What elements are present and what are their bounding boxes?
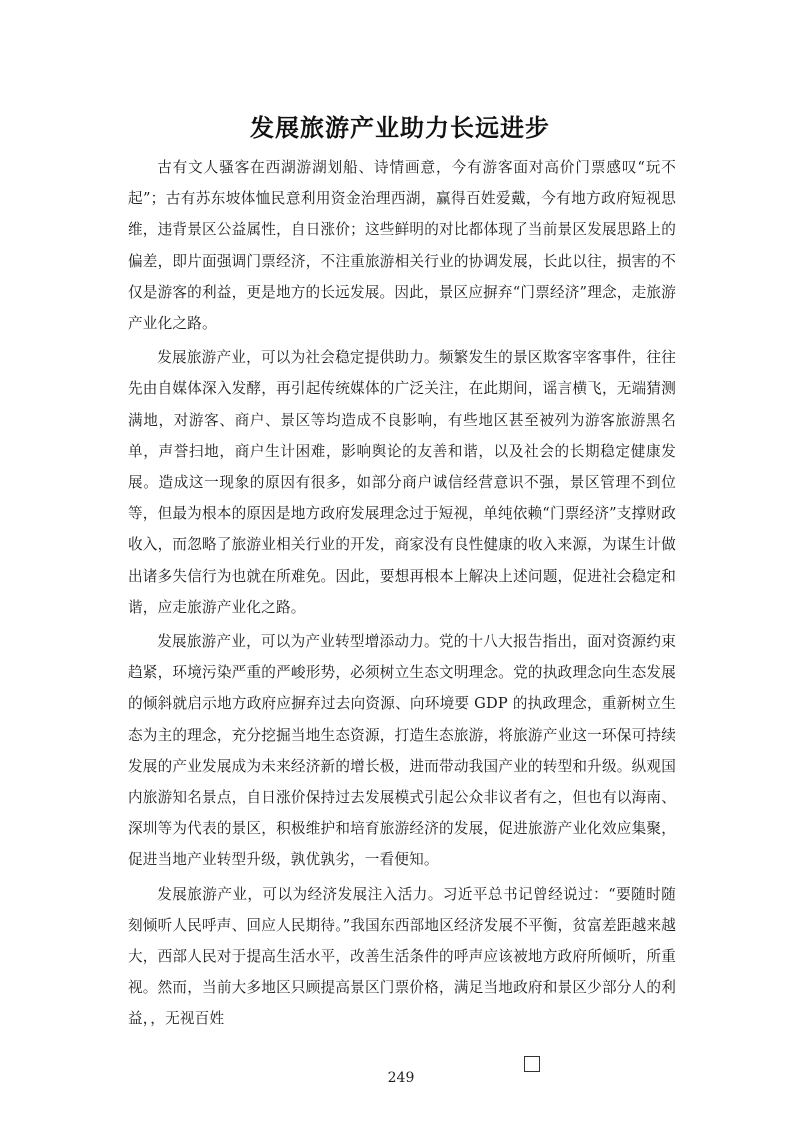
document-body (128, 152, 676, 1038)
paragraph: 发展旅游产业，可以为产业转型增添动力。党的十八大报告指出，面对资源约束趋紧，环境污染严重的严峻形势，必须树立生态文明理念。党的执政理念向生态发展的倾斜就启示地方政府应摒弃过去向资源、向环境要 GDP 的执政理念，重新树立生态为主的理念，充分挖掘当地生态资源，打造生态旅游，将旅游产业这一环保可持续发展的产业发展成为未来经济新的增长极，进而带动我国产业的转型和升级。纵观国内旅游知名景点，自日涨价保持过去发展模式引起公众非议者有之，但也有以海南、深圳等为代表的景区，积极维护和培育旅游经济的发展，促进旅游产业化效应集聚，促进当地产业转型升级，孰优孰劣，一看便知。 (128, 633, 676, 869)
empty-box-icon (524, 1056, 540, 1072)
paragraph: 古有文人骚客在西湖游湖划船、诗情画意，今有游客面对高价门票感叹“玩不起”；古有苏东坡体恤民意利用资金治理西湖，赢得百姓爱戴，今有地方政府短视思维，违背景区公益属性，自日涨价；这些鲜明的对比都体现了当前景区发展思路上的偏差，即片面强调门票经济，不注重旅游相关行业的协调发展，长此以往，损害的不仅是游客的利益，更是地方的长远发展。因此，景区应摒弃“门票经济”理念，走旅游产业化之路。 (128, 159, 676, 333)
page-number: 249 (387, 1070, 415, 1086)
paragraph: 发展旅游产业，可以为经济发展注入活力。习近平总书记曾经说过：“要随时随刻倾听人民呼声、回应人民期待。”我国东西部地区经济发展不平衡，贫富差距越来越大，西部人民对于提高生活水平，改善生活条件的呼声应该被地方政府所倾听，所重视。然而，当前大多地区只顾提高景区门票价格，满足当地政府和景区少部分人的利益，，无视百姓 (128, 885, 676, 1028)
document-title: 发展旅游产业助力长远进步 (250, 114, 550, 142)
paragraph: 发展旅游产业，可以为社会稳定提供助力。频繁发生的景区欺客宰客事件，往往先由自媒体深入发酵，再引起传统媒体的广泛关注，在此期间，谣言横飞，无端猜测满地，对游客、商户、景区等均造成不良影响，有些地区甚至被列为游客旅游黑名单，声誉扫地，商户生计困难，影响舆论的友善和谐，以及社会的长期稳定健康发展。造成这一现象的原因有很多，如部分商户诚信经营意识不强，景区管理不到位等，但最为根本的原因是地方政府发展理念过于短视，单纯依赖“门票经济”支撑财政收入，而忽略了旅游业相关行业的开发，商家没有良性健康的收入来源，为谋生计做出诸多失信行为也就在所难免。因此，要想再根本上解决上述问题，促进社会稳定和谐，应走旅游产业化之路。 (128, 349, 676, 616)
